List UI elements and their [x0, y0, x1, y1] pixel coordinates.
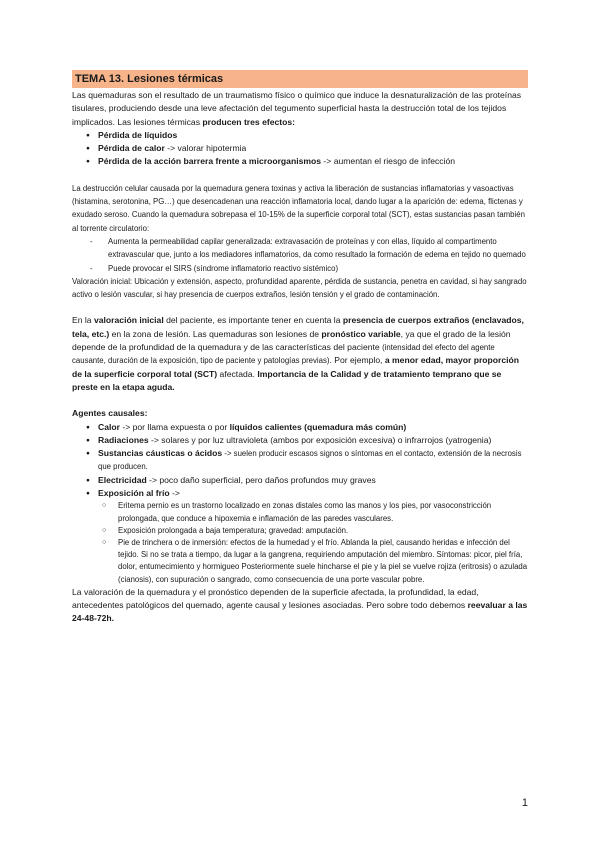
assessment-paragraph: En la valoración inicial del paciente, es importante tener en cuenta la presencia de cuerpos extraños (enclavados, tela, etc.) en la zona de lesión. Las quemaduras son lesiones de pronóstico variable, ya que el grado de la lesión depende de la profundidad de la quemadura y de las características del paciente (intensidad del efecto del agente causante, duración de la exposición, tipo de paciente y patologías previas). Por ejemplo, a menor edad, mayor proporción de la superficie corporal total (SCT) afectada. Importancia de la Calidad y de tratamiento temprano que se preste en la etapa aguda.: [72, 315, 524, 392]
systemic-effects-list: [72, 235, 528, 275]
list-item: ● Radiaciones -> solares y por luz ultravioleta (ambos por exposición excesiva) o infrarrojos (yatrogenia): [72, 434, 528, 447]
page-number: 1: [521, 797, 528, 809]
destruction-paragraph: La destrucción celular causada por la quemadura genera toxinas y activa la liberación de sustancias inflamatorias y vasoactivas (histamina, serotonina, PG…) que desencadenan una reacción inflamatoria local, dando lugar a la aparición de: edema, flictenas y exudado seroso. Cuando la quemadura sobrepasa el 10-15% de la superficie corporal total (SCT), estas sustancias pasan también al torrente circulatorio:: [72, 183, 525, 233]
list-item: - Puede provocar el SIRS (síndrome inflamatorio reactivo sistémico): [72, 262, 528, 275]
agents-list: [72, 421, 528, 501]
agents-heading: Agentes causales:: [72, 408, 148, 419]
list-item: ● Pérdida de líquidos: [72, 129, 528, 142]
list-item: ● Pérdida de calor -> valorar hipotermia: [72, 142, 528, 155]
list-item: ○ Eritema pernio es un trastorno localizado en zonas distales como las manos y los pies, por vasoconstricción prolongada, que conduce a hipoxemia e inflamación de las paredes vasculares.: [72, 500, 528, 524]
list-item: ● Pérdida de la acción barrera frente a microorganismos -> aumentan el riesgo de infección: [72, 155, 528, 168]
section-title: TEMA 13. Lesiones térmicas: [72, 70, 528, 88]
intro-paragraph: Las quemaduras son el resultado de un traumatismo físico o químico que induce la desnaturalización de las proteínas tisulares, produciendo desde una leve afectación del tegumento superficial hasta la destrucción total de los tejidos implicados. Las lesiones térmicas producen tres efectos:: [72, 90, 522, 127]
list-item: ● Sustancias cáusticas o ácidos -> suelen producir escasos signos o síntomas en el contacto, extensión de la necrosis que producen.: [72, 447, 528, 474]
list-item: ● Electricidad -> poco daño superficial, pero daños profundos muy graves: [72, 474, 528, 487]
list-item: ● Exposición al frío ->: [72, 487, 528, 500]
list-item: - Aumenta la permeabilidad capilar generalizada: extravasación de proteínas y con ellas, líquido al compartimento extravascular que, junto a los mediadores inflamatorios, da como resultado la formación de edema en tejido no quemado: [72, 235, 528, 262]
closing-paragraph: La valoración de la quemadura y el pronóstico dependen de la superficie afectada, la profundidad, la edad, antecedentes patológicos del quemado, agente causal y lesiones asociadas. Pero sobre todo debemos reevaluar a las 24-48-72h.: [72, 586, 528, 624]
effects-list: [72, 129, 528, 169]
document-page: [72, 70, 528, 626]
initial-assessment-paragraph: Valoración inicial: Ubicación y extensión, aspecto, profundidad aparente, pérdida de sustancia, penetra en cavidad, si hay sangrado activo o lesión vascular, si hay presencia de cuerpos extraños, lesión tensión y el grado de contaminación.: [72, 276, 527, 300]
cold-effects-list: [72, 500, 528, 585]
list-item: ○ Exposición prolongada a baja temperatura; gravedad: amputación.: [72, 525, 528, 537]
list-item: ○ Pie de trinchera o de inmersión: efectos de la humedad y el frío. Ablanda la piel, causando heridas e infección del tejido. Si no se trata a tiempo, da lugar a la gangrena, requiriendo amputación del miembro. Síntomas: picor, piel fría, dolor, entumecimiento y hormigueo Posteriormente suele hincharse el pie y la piel se vuelve rojiza (eritrosis) o azulada (cianosis), con supuración o sangrado, como consecuencia de una porte vascular pobre.: [72, 537, 528, 586]
list-item: ● Calor -> por llama expuesta o por líquidos calientes (quemadura más común): [72, 421, 528, 434]
